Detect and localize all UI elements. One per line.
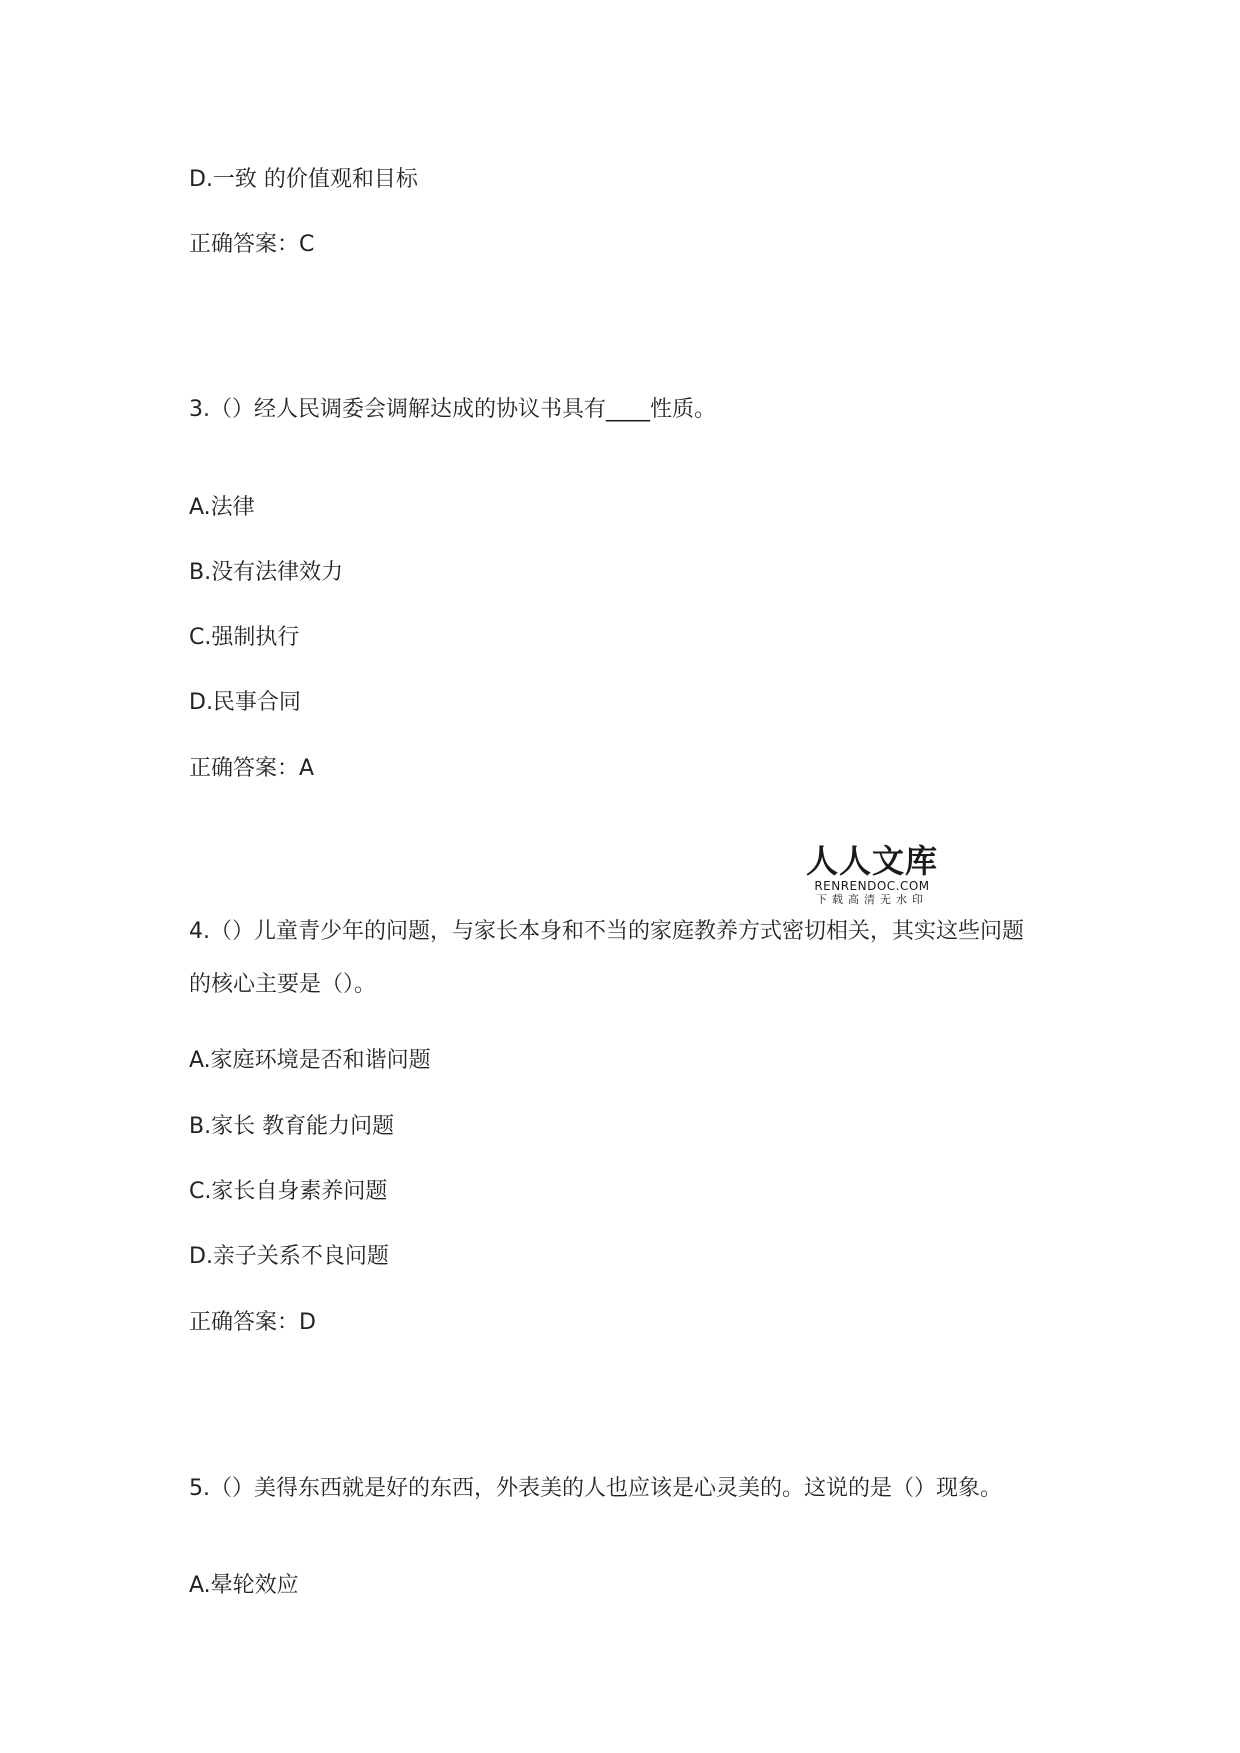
q4-question-line1: 4.（）儿童青少年的问题，与家长本身和不当的家庭教养方式密切相关，其实这些问题 [189,919,1024,944]
q5-option-a: A.晕轮效应 [189,1573,299,1598]
q5-question: 5.（）美得东西就是好的东西，外表美的人也应该是心灵美的。这说的是（）现象。 [189,1476,1002,1501]
q3-answer: 正确答案：A [189,756,315,781]
q3-option-b: B.没有法律效力 [189,560,344,585]
q4-option-d: D.亲子关系不良问题 [189,1244,389,1269]
q2-answer: 正确答案：C [189,232,315,257]
q3-option-a: A.法律 [189,495,255,520]
q3-option-d: D.民事合同 [189,690,301,715]
q4-question-line2: 的核心主要是（）。 [189,972,377,997]
q4-option-c: C.家长自身素养问题 [189,1179,388,1204]
q4-option-a: A.家庭环境是否和谐问题 [189,1048,431,1073]
q3-question: 3.（）经人民调委会调解达成的协议书具有____性质。 [189,397,716,422]
watermark-logo [806,843,938,906]
watermark-title: 人人文库 [806,842,939,880]
q4-answer: 正确答案：D [189,1310,316,1335]
q4-option-b: B.家长 教育能力问题 [189,1114,395,1139]
q2-option-d: D.一致 的价值观和目标 [189,167,418,192]
watermark-slogan: 下载高清无水印 [816,893,928,906]
q3-option-c: C.强制执行 [189,625,300,650]
watermark-domain: RENRENDOC.COM [814,879,930,893]
